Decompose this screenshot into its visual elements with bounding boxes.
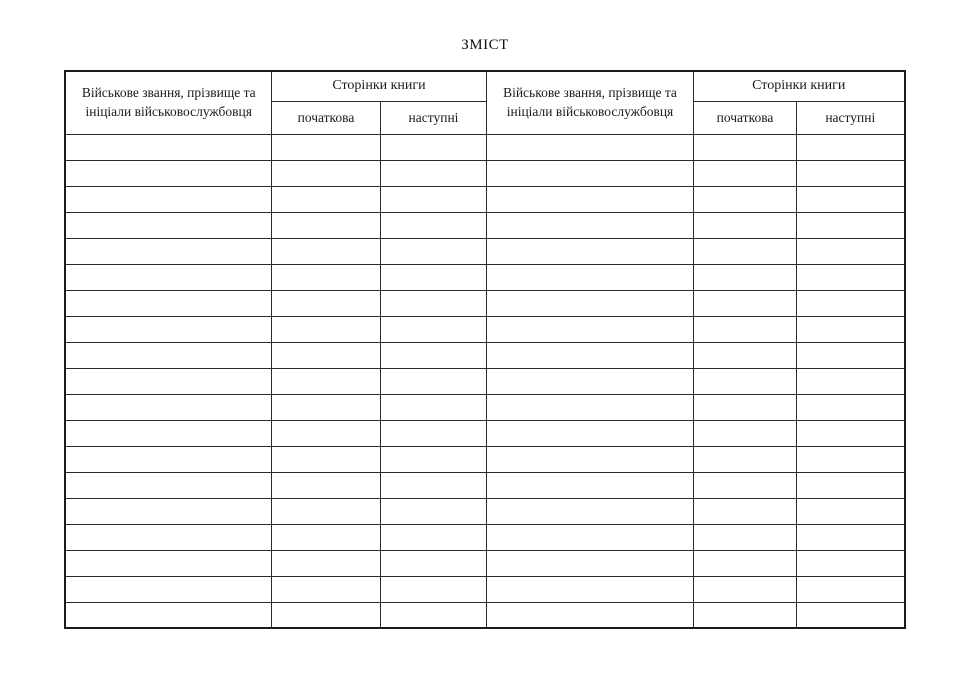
table-cell [487,446,694,472]
table-cell [487,342,694,368]
table-cell [487,472,694,498]
table-cell [65,264,271,290]
table-cell [65,472,271,498]
table-cell [380,342,486,368]
table-cell [271,212,380,238]
table-body [65,134,904,628]
table-cell [380,264,486,290]
table-cell [487,394,694,420]
table-cell [797,238,905,264]
table-cell [487,368,694,394]
table-row [65,550,904,576]
column-header-name-right: Військове звання, прізвище та ініціали військовослужбовця [487,71,694,134]
table-cell [65,524,271,550]
table-cell [694,498,797,524]
table-cell [694,550,797,576]
table-cell [487,316,694,342]
table-cell [380,420,486,446]
table-cell [271,238,380,264]
table-cell [694,160,797,186]
table-row [65,186,904,212]
contents-table [64,70,905,629]
table-cell [694,602,797,628]
table-cell [271,498,380,524]
table-cell [65,238,271,264]
table-row [65,290,904,316]
table-cell [797,212,905,238]
table-cell [797,186,905,212]
table-cell [380,550,486,576]
column-header-next-left: наступні [380,101,486,134]
table-cell [797,290,905,316]
table-cell [380,160,486,186]
table-cell [694,446,797,472]
table-row [65,524,904,550]
table-cell [487,186,694,212]
table-cell [487,264,694,290]
table-cell [380,238,486,264]
table-cell [271,576,380,602]
table-cell [380,602,486,628]
table-cell [380,472,486,498]
table-cell [271,394,380,420]
table-cell [380,316,486,342]
table-row [65,264,904,290]
table-row [65,342,904,368]
table-cell [380,212,486,238]
table-cell [271,368,380,394]
table-cell [694,264,797,290]
table-cell [271,342,380,368]
table-cell [694,420,797,446]
table-cell [797,576,905,602]
table-header [65,71,904,134]
table-cell [271,446,380,472]
table-cell [487,420,694,446]
table-row [65,576,904,602]
table-cell [271,420,380,446]
table-cell [694,368,797,394]
table-cell [65,186,271,212]
table-row [65,602,904,628]
table-cell [797,394,905,420]
table-cell [65,394,271,420]
table-cell [797,524,905,550]
table-cell [694,316,797,342]
column-header-initial-left: початкова [271,101,380,134]
table-cell [487,290,694,316]
table-cell [487,134,694,160]
table-cell [487,550,694,576]
table-cell [65,212,271,238]
table-cell [271,290,380,316]
table-cell [487,498,694,524]
table-cell [380,394,486,420]
column-header-next-right: наступні [797,101,905,134]
table-row [65,394,904,420]
pages-group-header-left: Сторінки книги [271,71,486,101]
table-cell [487,160,694,186]
table-cell [380,446,486,472]
table-cell [380,134,486,160]
table-cell [271,186,380,212]
table-cell [797,368,905,394]
table-cell [271,472,380,498]
table-cell [797,134,905,160]
table-row [65,160,904,186]
table-row [65,212,904,238]
table-cell [65,134,271,160]
table-cell [271,134,380,160]
table-row [65,446,904,472]
table-cell [271,602,380,628]
table-cell [65,550,271,576]
table-row [65,134,904,160]
table-cell [271,264,380,290]
table-cell [487,238,694,264]
table-row [65,368,904,394]
table-cell [694,290,797,316]
table-cell [65,602,271,628]
table-cell [65,498,271,524]
table-cell [271,550,380,576]
table-cell [380,576,486,602]
table-cell [65,576,271,602]
table-cell [65,420,271,446]
table-cell [797,264,905,290]
table-cell [380,498,486,524]
table-cell [694,212,797,238]
table-cell [380,368,486,394]
table-cell [487,212,694,238]
table-cell [487,524,694,550]
table-cell [694,394,797,420]
table-cell [65,316,271,342]
table-cell [694,524,797,550]
table-cell [797,160,905,186]
table-cell [271,160,380,186]
pages-group-header-right: Сторінки книги [694,71,905,101]
table-cell [487,576,694,602]
table-cell [694,576,797,602]
page-title: ЗМІСТ [461,37,509,53]
table-row [65,498,904,524]
column-header-name-left: Військове звання, прізвище та ініціали військовослужбовця [65,71,271,134]
table-row [65,420,904,446]
table-cell [797,446,905,472]
table-cell [65,160,271,186]
table-cell [65,368,271,394]
table-cell [380,524,486,550]
table-cell [694,472,797,498]
table-cell [797,602,905,628]
table-cell [694,186,797,212]
column-header-initial-right: початкова [694,101,797,134]
table-row [65,316,904,342]
table-cell [380,186,486,212]
table-row [65,472,904,498]
table-cell [797,420,905,446]
table-cell [694,238,797,264]
table-cell [271,316,380,342]
table-cell [797,498,905,524]
table-cell [65,446,271,472]
table-row [65,238,904,264]
table-cell [797,342,905,368]
table-cell [380,290,486,316]
table-cell [694,342,797,368]
table-cell [65,342,271,368]
table-cell [797,316,905,342]
table-cell [797,550,905,576]
table-cell [65,290,271,316]
table-cell [694,134,797,160]
table-cell [487,602,694,628]
table-cell [271,524,380,550]
table-cell [797,472,905,498]
